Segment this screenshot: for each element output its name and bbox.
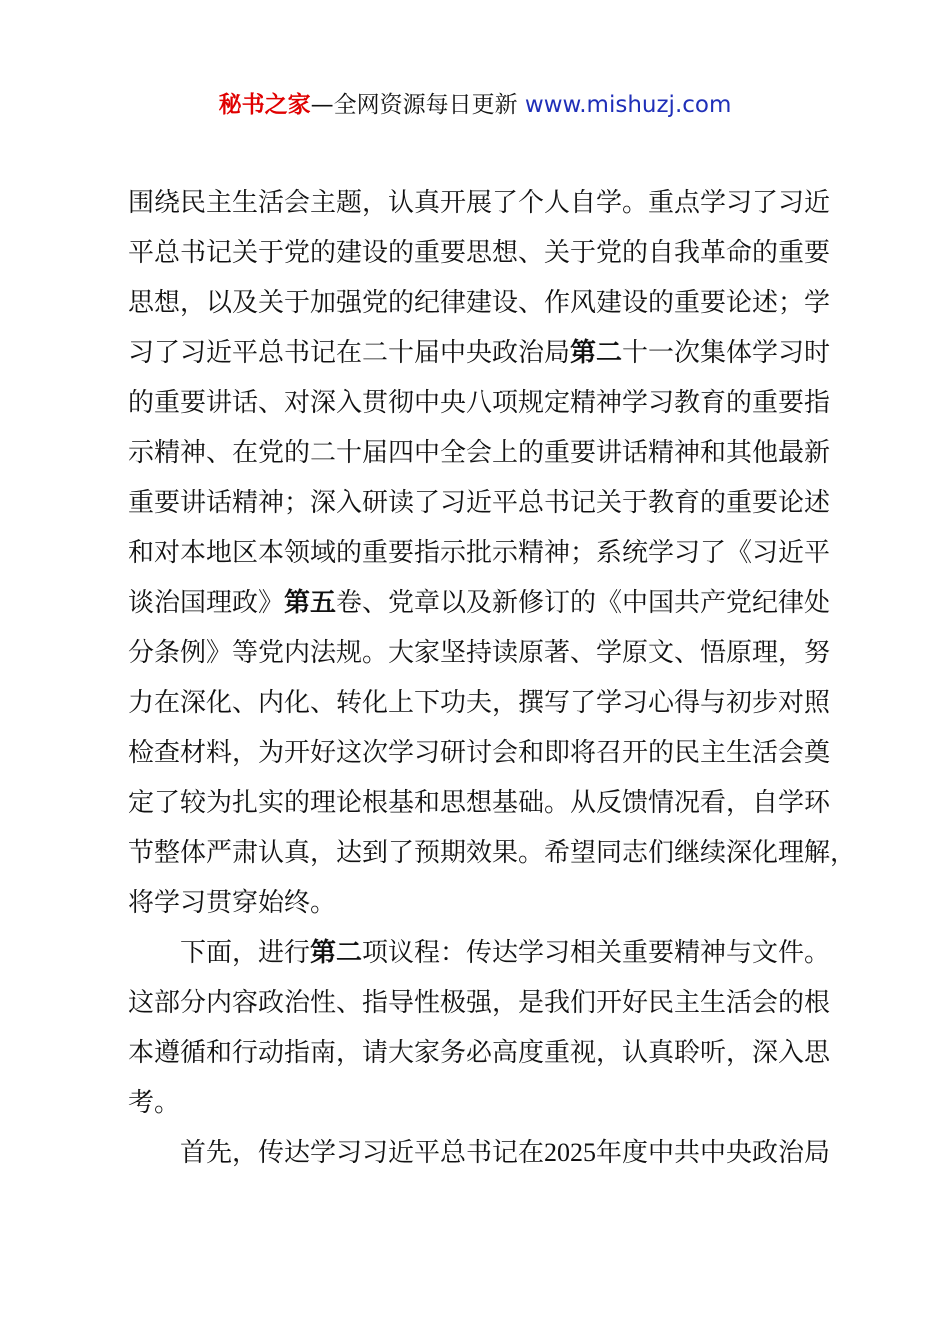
text-line: 示精神、在党的二十届四中全会上的重要讲话精神和其他最新 (128, 438, 831, 468)
paragraph-2 (128, 928, 858, 1128)
text-line: 重要讲话精神；深入研读了习近平总书记关于教育的重要论述 (128, 488, 831, 518)
text-line: 围绕民主生活会主题，认真开展了个人自学。重点学习了习近 (128, 188, 831, 218)
paragraph-1 (128, 178, 858, 928)
text-line: 将学习贯穿始终。 (128, 888, 337, 918)
year-text-run: 2025 (544, 1138, 597, 1167)
bold-text-run: 第二 (310, 938, 363, 968)
bold-text-run: 第二 (570, 338, 623, 368)
text-line (128, 328, 858, 378)
text-run: 项议程：传达学习相关重要精神与文件。 (362, 938, 831, 968)
text-run: 谈治国理政》 (128, 588, 285, 618)
text-run: 十一次集体学习时 (622, 338, 831, 368)
page-header (0, 88, 950, 122)
text-run: 年度中共中央政治局 (596, 1138, 831, 1168)
text-line: 力在深化、内化、转化上下功夫，撰写了学习心得与初步对照 (128, 688, 831, 718)
text-line (128, 578, 858, 628)
bold-text-run: 第五 (284, 588, 337, 618)
text-run: 下面，进行 (180, 938, 311, 968)
text-line: 本遵循和行动指南，请大家务必高度重视，认真聆听，深入思 (128, 1038, 831, 1068)
text-line: 节整体严肃认真，达到了预期效果。希望同志们继续深化理解， (128, 838, 857, 868)
text-run: 卷、党章以及新修订的《中国共产党纪律处 (336, 588, 831, 618)
text-line: 平总书记关于党的建设的重要思想、关于党的自我革命的重要 (128, 238, 831, 268)
text-line: 考。 (128, 1088, 181, 1118)
text-line: 分条例》等党内法规。大家坚持读原著、学原文、悟原理，努 (128, 638, 831, 668)
header-tagline: —全网资源每日更新 (310, 92, 525, 118)
brand-name: 秘书之家 (218, 92, 311, 118)
text-line: 定了较为扎实的理论根基和思想基础。从反馈情况看，自学环 (128, 788, 831, 818)
document-body (128, 178, 858, 1178)
text-run: 习了习近平总书记在二十届中央政治局 (128, 338, 571, 368)
text-line: 和对本地区本领域的重要指示批示精神；系统学习了《习近平 (128, 538, 831, 568)
text-run: 首先，传达学习习近平总书记在 (180, 1138, 545, 1168)
site-url-link[interactable]: www.mishuzj.com (524, 92, 732, 118)
text-line: 思想，以及关于加强党的纪律建设、作风建设的重要论述；学 (128, 288, 831, 318)
text-line: 检查材料，为开好这次学习研讨会和即将召开的民主生活会奠 (128, 738, 831, 768)
paragraph-3 (128, 1128, 858, 1178)
text-line (128, 928, 858, 978)
text-line (128, 1128, 858, 1178)
text-line: 这部分内容政治性、指导性极强，是我们开好民主生活会的根 (128, 988, 831, 1018)
text-line: 的重要讲话、对深入贯彻中央八项规定精神学习教育的重要指 (128, 388, 831, 418)
